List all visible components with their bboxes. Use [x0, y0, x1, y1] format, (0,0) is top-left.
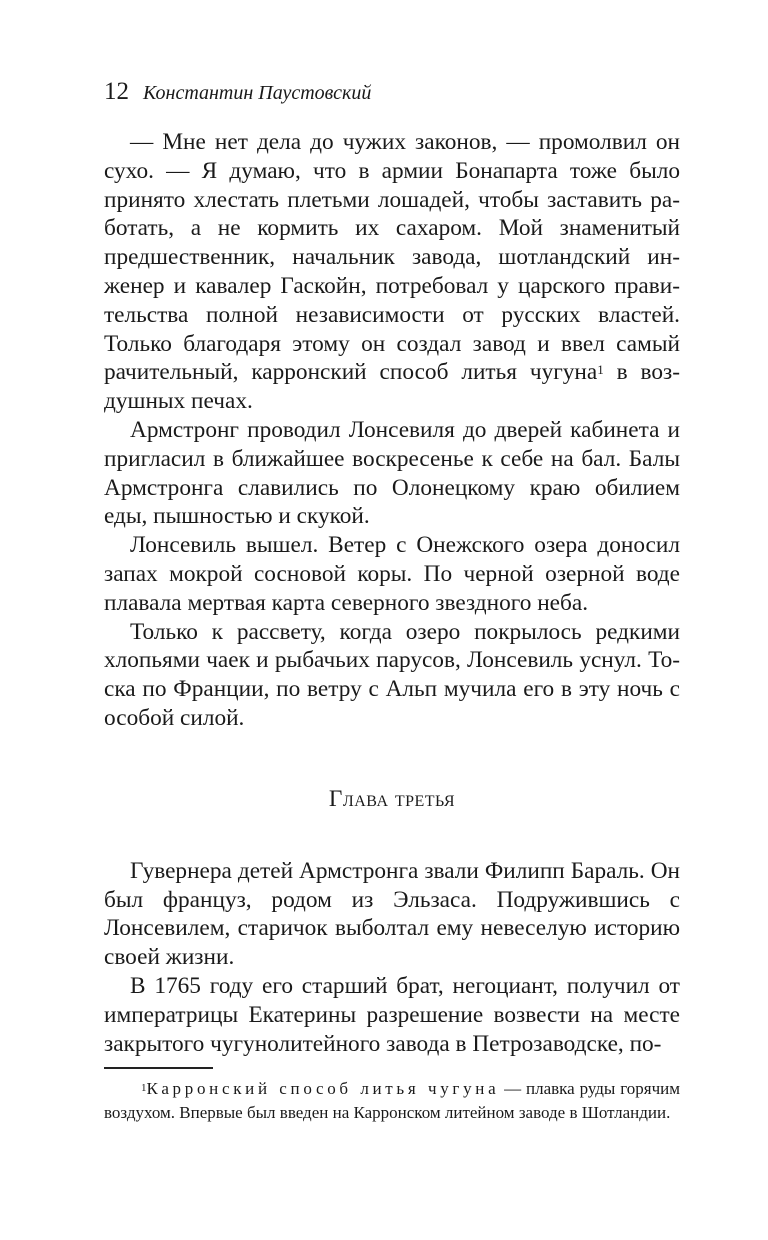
paragraph-2: Армстронг проводил Лонсевиля до дверей кабинета и пригласил в ближайшее воскресенье к себе на бал. Балы Армстронга славились по Олонецкому краю обилием еды, пышностью и скукой. — [104, 416, 680, 530]
footnote-reference: 1 — [597, 362, 604, 378]
page-number: 12 — [104, 78, 129, 105]
footnote — [104, 1077, 680, 1125]
footnote-marker: 1 — [141, 1082, 147, 1095]
footnote-text: — плавка руды горячим воздухом. Впервые был введен на Карронском литейном заводе в Шотландии. — [104, 1079, 680, 1123]
paragraph-1 — [104, 128, 680, 416]
paragraph-1-tail: в воздушных печах. — [104, 359, 681, 415]
chapter-heading: Глава третья — [328, 785, 456, 812]
paragraph-4: Только к рассвету, когда озеро покрылось редкими хлопьями чаек и рыбачьих парусов, Лонсевиль уснул. Тоска по Франции, по ветру с Альп мучила его в эту ночь с особой силой. — [104, 618, 680, 731]
running-title: Константин Паустовский — [143, 82, 372, 104]
paragraph-1-text: — Мне нет дела до чужих законов, — промолвил он сухо. — Я думаю, что в армии Бонапарта тоже было принято хлестать плетьми лошадей, чтобы заставить работать, а не кормить их сахаром. Мой знаменитый предшественник, начальник завода, шотландский инженер и кавалер Гаскойн, потребовал у царского правительства полной независимости от русских властей. Только благодаря этому он создал завод и ввел самый рачительный, карронский способ литья чугуна — [104, 129, 680, 386]
running-head — [104, 78, 680, 110]
paragraph-3: Лонсевиль вышел. Ветер с Онежского озера доносил запах мокрой сосновой коры. По черной озерной воде плавала мертвая карта северного звездного неба. — [104, 532, 680, 616]
paragraph-6: В 1765 году его старший брат, негоциант, получил от императрицы Екатерины разрешение возвести на месте закрытого чугунолитейного завода в Петрозаводске, по- — [104, 972, 680, 1057]
footnote-rule — [104, 1067, 213, 1069]
book-page — [104, 78, 680, 1125]
footnote-term: Карронский способ литья чугуна — [146, 1079, 500, 1099]
body-text — [104, 128, 680, 1058]
paragraph-5: Гувернера детей Армстронга звали Филипп Бараль. Он был француз, родом из Эльзаса. Подружившись с Лонсевилем, старичок выболтал ему невеселую историю своей жизни. — [104, 857, 680, 971]
